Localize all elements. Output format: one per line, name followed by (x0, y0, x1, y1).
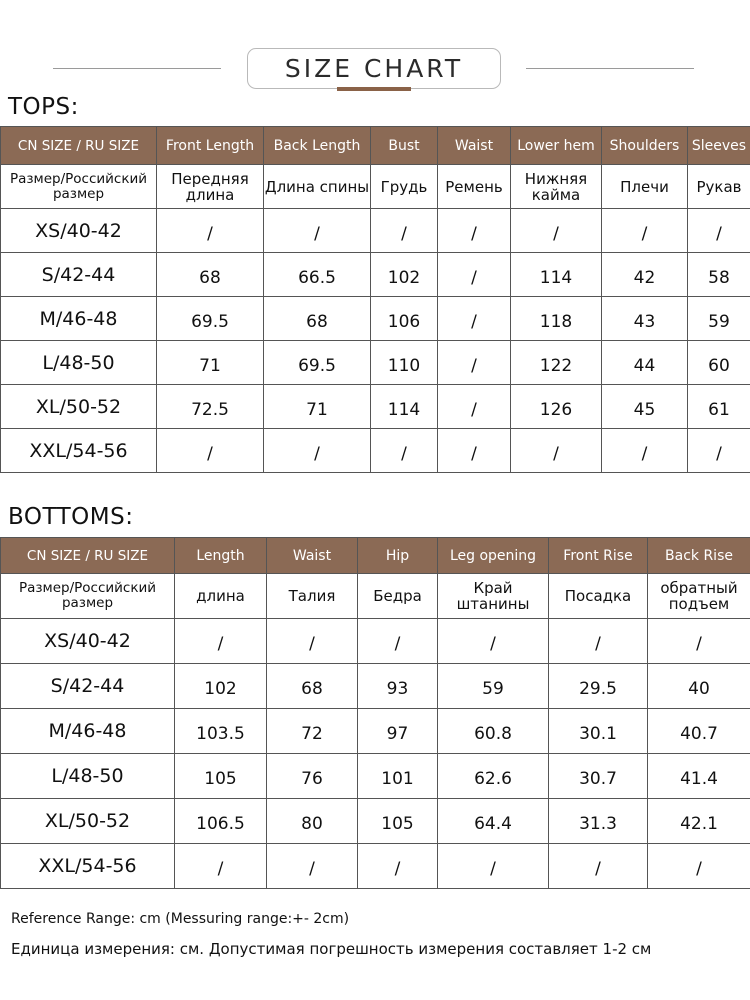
tops-ru-column-header: Грудь (371, 165, 438, 209)
bottoms-ru-column-header: обратный подъем (648, 574, 750, 619)
size-label-cell: XS/40-42 (1, 209, 157, 253)
table-row (1, 209, 750, 253)
measurement-cell: 29.5 (549, 664, 648, 709)
bottoms-column-header: Hip (358, 538, 438, 574)
bottoms-ru-column-header: Посадка (549, 574, 648, 619)
measurement-cell: / (264, 429, 371, 473)
measurement-cell: / (371, 209, 438, 253)
bottoms-ru-column-header: Размер/Российский размер (1, 574, 175, 619)
bottoms-column-header: Front Rise (549, 538, 648, 574)
measurement-cell: 59 (438, 664, 549, 709)
measurement-cell: 76 (267, 754, 358, 799)
measurement-cell: 30.7 (549, 754, 648, 799)
table-row (1, 429, 750, 473)
measurement-cell: / (549, 844, 648, 889)
table-row (1, 619, 750, 664)
measurement-cell: 60 (688, 341, 750, 385)
title-divider-right (526, 68, 694, 69)
measurement-cell: / (602, 209, 688, 253)
measurement-cell: 102 (175, 664, 267, 709)
size-label-cell: M/46-48 (1, 297, 157, 341)
title-divider-left (53, 68, 221, 69)
measurement-cell: 42 (602, 253, 688, 297)
reference-range-note: Reference Range: cm (Messuring range:+- 2cm) (11, 911, 350, 927)
tops-ru-column-header: Размер/Российский размер (1, 165, 157, 209)
bottoms-ru-column-header: Талия (267, 574, 358, 619)
size-label-cell: XL/50-52 (1, 799, 175, 844)
measurement-cell: 45 (602, 385, 688, 429)
measurement-cell: 102 (371, 253, 438, 297)
measurement-cell: 41.4 (648, 754, 750, 799)
bottoms-ru-column-header: Бедра (358, 574, 438, 619)
tops-section-label: TOPS: (8, 94, 79, 120)
measurement-cell: / (602, 429, 688, 473)
measurement-cell: 103.5 (175, 709, 267, 754)
table-row (1, 844, 750, 889)
tops-ru-header-row (1, 165, 750, 209)
tops-column-header: Bust (371, 127, 438, 165)
table-row (1, 799, 750, 844)
page-title: SIZE CHART (247, 48, 501, 89)
table-row (1, 253, 750, 297)
measurement-cell: 114 (371, 385, 438, 429)
tops-size-table (0, 126, 750, 473)
measurement-cell: 64.4 (438, 799, 549, 844)
measurement-cell: / (438, 297, 511, 341)
bottoms-column-header: CN SIZE / RU SIZE (1, 538, 175, 574)
measurement-cell: 69.5 (157, 297, 264, 341)
measurement-cell: 58 (688, 253, 750, 297)
measurement-cell: 118 (511, 297, 602, 341)
measurement-cell: / (648, 844, 750, 889)
measurement-cell: 93 (358, 664, 438, 709)
bottoms-ru-column-header: длина (175, 574, 267, 619)
measurement-cell: / (688, 209, 750, 253)
measurement-cell: 97 (358, 709, 438, 754)
size-label-cell: S/42-44 (1, 253, 157, 297)
table-row (1, 297, 750, 341)
measurement-cell: 68 (267, 664, 358, 709)
measurement-cell: 61 (688, 385, 750, 429)
measurement-cell: 40.7 (648, 709, 750, 754)
measurement-cell: / (438, 209, 511, 253)
size-label-cell: XXL/54-56 (1, 429, 157, 473)
measurement-cell: / (267, 619, 358, 664)
measurement-cell: 72.5 (157, 385, 264, 429)
tops-ru-column-header: Передняя длина (157, 165, 264, 209)
measurement-cell: 126 (511, 385, 602, 429)
size-label-cell: L/48-50 (1, 341, 157, 385)
size-label-cell: S/42-44 (1, 664, 175, 709)
measurement-cell: / (438, 341, 511, 385)
tops-column-header: Sleeves (688, 127, 750, 165)
bottoms-section-label: BOTTOMS: (8, 504, 134, 530)
bottoms-ru-column-header: Край штанины (438, 574, 549, 619)
measurement-cell: / (371, 429, 438, 473)
measurement-cell: 30.1 (549, 709, 648, 754)
tops-ru-column-header: Длина спины (264, 165, 371, 209)
measurement-cell: / (358, 844, 438, 889)
measurement-cell: / (648, 619, 750, 664)
measurement-unit-note: Единица измерения: см. Допустимая погрешность измерения составляет 1-2 см (11, 940, 652, 958)
measurement-cell: 69.5 (264, 341, 371, 385)
measurement-cell: 105 (175, 754, 267, 799)
measurement-cell: 101 (358, 754, 438, 799)
measurement-cell: 68 (157, 253, 264, 297)
tops-column-header: CN SIZE / RU SIZE (1, 127, 157, 165)
measurement-cell: / (175, 844, 267, 889)
measurement-cell: / (267, 844, 358, 889)
measurement-cell: 31.3 (549, 799, 648, 844)
measurement-cell: 60.8 (438, 709, 549, 754)
measurement-cell: / (175, 619, 267, 664)
tops-header-row (1, 127, 750, 165)
tops-column-header: Shoulders (602, 127, 688, 165)
measurement-cell: 40 (648, 664, 750, 709)
measurement-cell: 71 (264, 385, 371, 429)
measurement-cell: / (549, 619, 648, 664)
table-row (1, 709, 750, 754)
measurement-cell: / (688, 429, 750, 473)
tops-ru-column-header: Плечи (602, 165, 688, 209)
measurement-cell: / (358, 619, 438, 664)
tops-column-header: Waist (438, 127, 511, 165)
measurement-cell: / (157, 209, 264, 253)
size-chart-header (0, 0, 750, 100)
bottoms-size-table (0, 537, 750, 889)
tops-column-header: Back Length (264, 127, 371, 165)
measurement-cell: 59 (688, 297, 750, 341)
measurement-cell: / (438, 844, 549, 889)
measurement-cell: 62.6 (438, 754, 549, 799)
measurement-cell: 122 (511, 341, 602, 385)
size-label-cell: L/48-50 (1, 754, 175, 799)
measurement-cell: / (438, 253, 511, 297)
measurement-cell: 66.5 (264, 253, 371, 297)
measurement-cell: 80 (267, 799, 358, 844)
tops-ru-column-header: Нижняя кайма (511, 165, 602, 209)
measurement-cell: 44 (602, 341, 688, 385)
measurement-cell: 114 (511, 253, 602, 297)
measurement-cell: / (438, 385, 511, 429)
measurement-cell: 68 (264, 297, 371, 341)
measurement-cell: 106 (371, 297, 438, 341)
table-row (1, 664, 750, 709)
bottoms-ru-header-row (1, 574, 750, 619)
size-label-cell: XXL/54-56 (1, 844, 175, 889)
size-label-cell: XS/40-42 (1, 619, 175, 664)
tops-ru-column-header: Рукав (688, 165, 750, 209)
table-row (1, 385, 750, 429)
tops-ru-column-header: Ремень (438, 165, 511, 209)
measurement-cell: / (264, 209, 371, 253)
table-row (1, 341, 750, 385)
measurement-cell: 106.5 (175, 799, 267, 844)
measurement-cell: 110 (371, 341, 438, 385)
measurement-cell: / (511, 209, 602, 253)
bottoms-column-header: Back Rise (648, 538, 750, 574)
title-accent-bar (337, 87, 411, 91)
measurement-cell: / (511, 429, 602, 473)
measurement-cell: 72 (267, 709, 358, 754)
measurement-cell: 43 (602, 297, 688, 341)
tops-column-header: Lower hem (511, 127, 602, 165)
measurement-cell: / (157, 429, 264, 473)
table-row (1, 754, 750, 799)
bottoms-column-header: Length (175, 538, 267, 574)
measurement-cell: 71 (157, 341, 264, 385)
measurement-cell: 105 (358, 799, 438, 844)
bottoms-header-row (1, 538, 750, 574)
measurement-cell: 42.1 (648, 799, 750, 844)
size-label-cell: XL/50-52 (1, 385, 157, 429)
tops-column-header: Front Length (157, 127, 264, 165)
size-label-cell: M/46-48 (1, 709, 175, 754)
measurement-cell: / (438, 429, 511, 473)
bottoms-column-header: Waist (267, 538, 358, 574)
bottoms-column-header: Leg opening (438, 538, 549, 574)
measurement-cell: / (438, 619, 549, 664)
